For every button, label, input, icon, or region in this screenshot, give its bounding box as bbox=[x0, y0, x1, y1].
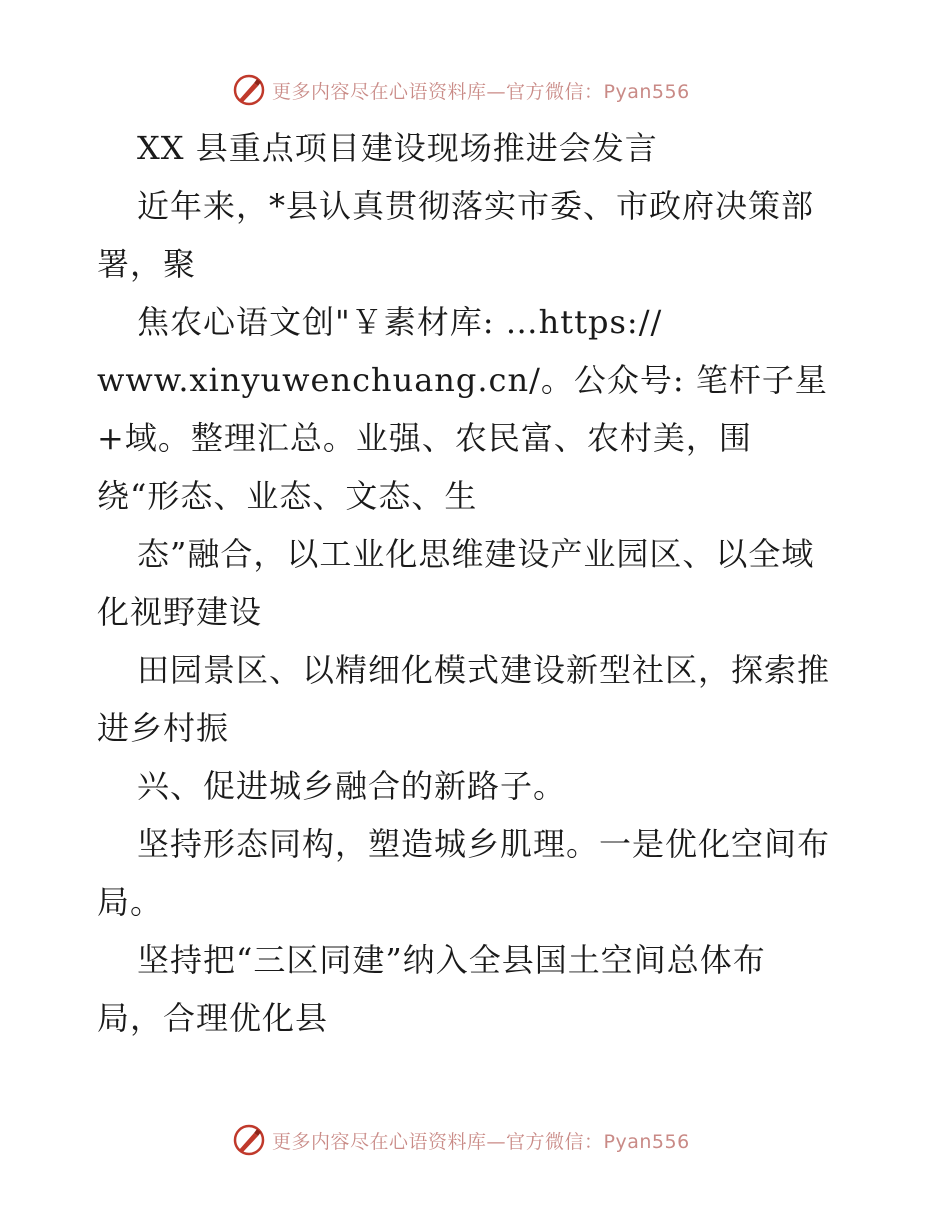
text-line: 田园景区、以精细化模式建设新型社区，探索推 bbox=[137, 651, 831, 689]
text-line: 化视野建设 bbox=[97, 593, 263, 631]
text-line: 坚持把“三区同建”纳入全县国土空间总体布 bbox=[137, 941, 766, 979]
text-line: 兴、促进城乡融合的新路子。 bbox=[137, 767, 567, 805]
document-body bbox=[97, 126, 877, 1054]
pen-logo-icon bbox=[232, 73, 266, 107]
text-line: 近年来，*县认真贯彻落实市委、市政府决策部 bbox=[137, 187, 815, 225]
text-line: 绕“形态、业态、文态、生 bbox=[97, 477, 478, 515]
text-line: 焦农心语文创"￥素材库: …https:// bbox=[137, 303, 663, 341]
banner-text: 更多内容尽在心语资料库—官方微信：Pyan556 bbox=[272, 1130, 690, 1153]
text-line: 局，合理优化县 bbox=[97, 999, 329, 1037]
text-line: www.xinyuwenchuang.cn/。公众号: 笔杆子星 bbox=[97, 361, 828, 399]
text-line: 态”融合，以工业化思维建设产业园区、以全域 bbox=[137, 535, 815, 573]
wechat-id: Pyan556 bbox=[603, 1130, 690, 1153]
pen-logo-icon bbox=[232, 1123, 266, 1157]
footer-watermark-banner bbox=[232, 1120, 690, 1160]
text-line: 局。 bbox=[97, 883, 164, 921]
wechat-id: Pyan556 bbox=[603, 80, 690, 103]
header-watermark-banner bbox=[232, 70, 690, 110]
text-line: XX 县重点项目建设现场推进会发言 bbox=[137, 129, 658, 167]
text-line: +域。整理汇总。业强、农民富、农村美，围 bbox=[97, 419, 752, 457]
text-line: 坚持形态同构，塑造城乡肌理。一是优化空间布 bbox=[137, 825, 831, 863]
banner-text: 更多内容尽在心语资料库—官方微信：Pyan556 bbox=[272, 80, 690, 103]
text-line: 署，聚 bbox=[97, 245, 197, 283]
text-line: 进乡村振 bbox=[97, 709, 230, 747]
